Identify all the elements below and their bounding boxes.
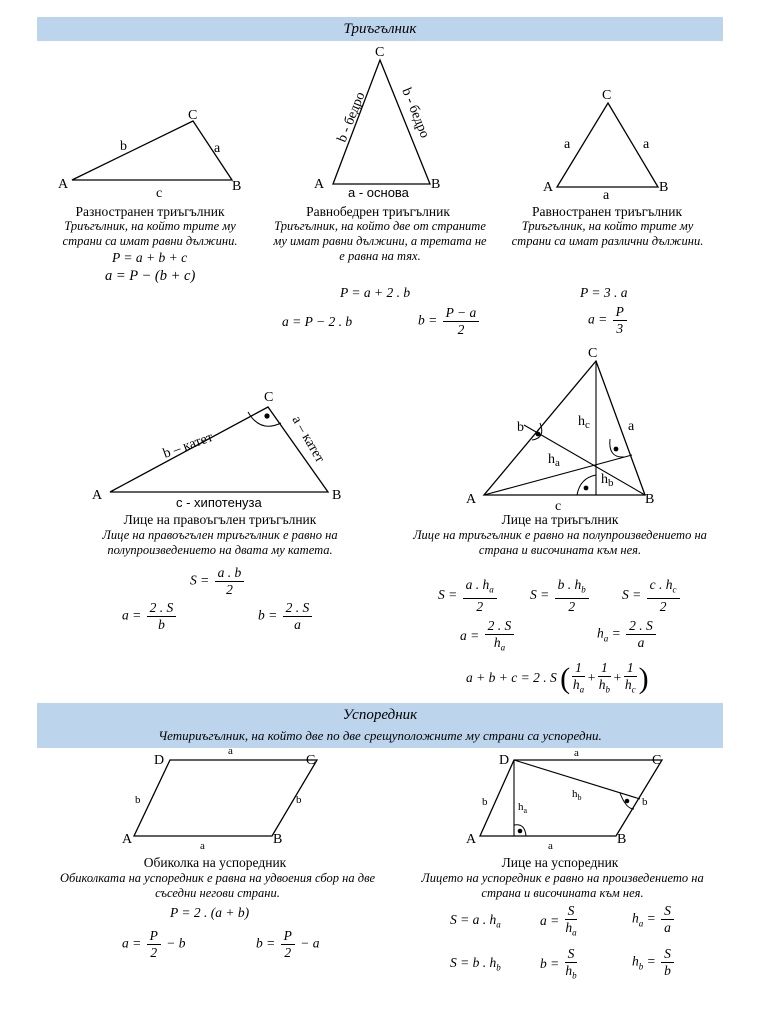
area-height-a: $h_a$ <box>548 452 560 469</box>
area-formula-sa: S = $\frac{a . h_a}{2}$ <box>438 577 499 615</box>
area-formula-ha: $h_a$ = $\frac{2 . S}{a}$ <box>597 618 658 651</box>
right-vertex-b: B <box>332 488 342 503</box>
area-par-formula-sa: S = a . $h_a$ <box>450 912 501 930</box>
par2-side-right: b <box>642 796 648 808</box>
area-height-c: $h_c$ <box>578 414 590 431</box>
right-vertex-a: A <box>92 488 103 503</box>
equilateral-title: Равностранен триъгълник <box>531 204 683 219</box>
par2-side-left: b <box>482 796 488 808</box>
equilateral-vertex-b: B <box>659 180 669 195</box>
scalene-title: Разностранен триъгълник <box>75 204 225 219</box>
area-formula-a: a = $\frac{2 . S}{h_a}$ <box>460 618 516 656</box>
scalene-side-b: b <box>120 139 127 154</box>
right-vertex-c: C <box>264 390 274 405</box>
isosceles-desc: Триъгълник, на който две от страните му имат равни дължини, а третата не е равна на тях. <box>273 219 487 263</box>
area-height-b: $h_b$ <box>601 472 614 489</box>
parallelogram-perimeter-diagram <box>120 745 340 850</box>
equilateral-side-base: a <box>603 188 610 203</box>
par1-vertex-a: A <box>122 832 133 847</box>
isosceles-vertex-a: A <box>314 177 325 192</box>
equilateral-vertex-c: C <box>602 88 612 103</box>
scalene-desc: Триъгълник, на който трите му страни са имат равни дължини. <box>62 219 238 248</box>
par2-vertex-a: A <box>466 832 477 847</box>
par2-side-top: a <box>574 747 579 759</box>
isosceles-side-left: b - бедро <box>334 89 369 145</box>
area-formula-sum: a + b + c = 2 . S ( $\frac{1}{h_a}$ + $\frac{1}{h_b}$ + $\frac{1}{h_c}$ ) <box>466 660 649 695</box>
equilateral-formula-p: P = 3 . a <box>580 285 628 300</box>
right-formula-a: a = $\frac{2 . S}{b}$ <box>122 600 178 633</box>
area-side-a: a <box>628 419 635 434</box>
section-definition-parallelogram: Четириъгълник, на който две по две срещуположните му страни са успоредни. <box>158 728 602 743</box>
par2-vertex-d: D <box>499 753 510 768</box>
area-vertex-a: A <box>466 492 477 507</box>
parallelogram-area-diagram <box>462 745 692 850</box>
isosceles-title: Равнобедрен триъгълник <box>306 204 450 219</box>
par1-side-right: b <box>296 794 302 806</box>
area-par-title: Лице на успоредник <box>501 855 619 870</box>
equilateral-side-right: a <box>643 137 650 152</box>
right-formula-b: b = $\frac{2 . S}{a}$ <box>258 600 314 633</box>
par1-vertex-c: C <box>306 753 316 768</box>
section-title-parallelogram: Успоредник <box>342 707 418 723</box>
right-hypotenuse: c - хипотенуза <box>176 495 262 510</box>
perimeter-par-title: Обиколка на успоредник <box>143 855 287 870</box>
area-side-b: b <box>517 420 524 435</box>
par1-side-bottom: a <box>200 840 205 852</box>
par2-height-a: $h_a$ <box>518 801 528 815</box>
section-header-parallelogram <box>37 703 723 748</box>
par2-height-b: $h_b$ <box>572 788 582 802</box>
par2-side-bottom: a <box>548 840 553 852</box>
scalene-formula-a: a = P − (b + c) <box>105 268 196 284</box>
perimeter-par-formula-a: a = $\frac{P}{2}$ − b <box>122 928 186 960</box>
isosceles-vertex-b: B <box>431 177 441 192</box>
equilateral-side-left: a <box>564 137 571 152</box>
area-par-formula-a: a = $\frac{S}{h_a}$ <box>540 903 577 938</box>
perimeter-par-formula-b: b = $\frac{P}{2}$ − a <box>256 928 320 960</box>
equilateral-triangle-diagram <box>540 85 680 203</box>
area-formula-sb: S = $\frac{b . h_b}{2}$ <box>530 577 591 615</box>
area-desc: Лице на триъгълник е равно на полупроизведението на страна и височината към нея. <box>413 528 707 557</box>
isosceles-base: a - основа <box>348 185 409 200</box>
area-par-formula-ha: $h_a$ = $\frac{S}{a}$ <box>632 903 676 936</box>
par1-vertex-b: B <box>273 832 283 847</box>
par2-vertex-b: B <box>617 832 627 847</box>
area-par-formula-b: b = $\frac{S}{h_b}$ <box>540 946 577 981</box>
isosceles-formula-a: a = P − 2 . b <box>282 314 353 329</box>
scalene-vertex-b: B <box>232 179 242 194</box>
triangle-area-diagram <box>462 345 662 515</box>
scalene-side-c: c <box>156 186 163 201</box>
right-title: Лице на правоъгълен триъгълник <box>123 512 317 527</box>
par1-vertex-d: D <box>154 753 165 768</box>
scalene-triangle-diagram <box>50 100 250 205</box>
area-vertex-c: C <box>588 346 598 361</box>
par2-vertex-c: C <box>652 753 662 768</box>
equilateral-formula-a: a = $\frac{P}{3}$ <box>588 304 629 337</box>
isosceles-side-right: b - бедро <box>398 85 432 141</box>
scalene-vertex-c: C <box>188 108 198 123</box>
right-formula-s: S = $\frac{a . b}{2}$ <box>190 565 246 598</box>
area-par-formula-sb: S = b . $h_b$ <box>450 955 501 973</box>
scalene-side-a: a <box>214 141 221 156</box>
isosceles-vertex-c: C <box>375 45 385 60</box>
area-title: Лице на триъгълник <box>501 512 619 527</box>
equilateral-desc: Триъгълник, на който трите му страни са имат различни дължини. <box>511 219 704 248</box>
area-par-desc: Лицето на успоредник е равно на произведението на страна и височината към нея. <box>421 871 704 900</box>
right-leg-a: a – катет <box>288 413 328 466</box>
equilateral-vertex-a: A <box>543 180 554 195</box>
right-leg-b: b – катет <box>161 429 216 462</box>
isosceles-formula-p: P = a + 2 . b <box>340 285 411 300</box>
isosceles-formula-b: b = $\frac{P - a}{2}$ <box>418 305 481 338</box>
area-formula-sc: S = $\frac{c . h_c}{2}$ <box>622 577 682 615</box>
section-header-triangle <box>37 17 723 41</box>
area-vertex-b: B <box>645 492 655 507</box>
area-par-formula-hb: $h_b$ = $\frac{S}{b}$ <box>632 946 676 979</box>
area-side-c: c <box>555 499 562 514</box>
perimeter-par-formula: P = 2 . (a + b) <box>170 905 250 920</box>
par1-side-top: a <box>228 745 233 757</box>
scalene-formula-p: P = a + b + c <box>112 250 188 265</box>
section-title-triangle: Триъгълник <box>343 21 417 37</box>
right-triangle-diagram <box>88 385 358 515</box>
scalene-vertex-a: A <box>58 177 69 192</box>
right-desc: Лице на правоъгълен триъгълник е равно на полупроизведението на двата му катета. <box>102 528 338 557</box>
perimeter-par-desc: Обиколката на успоредник е равна на удвоения сбор на две съседни негови страни. <box>59 871 376 900</box>
isosceles-triangle-diagram <box>300 40 460 200</box>
par1-side-left: b <box>135 794 141 806</box>
